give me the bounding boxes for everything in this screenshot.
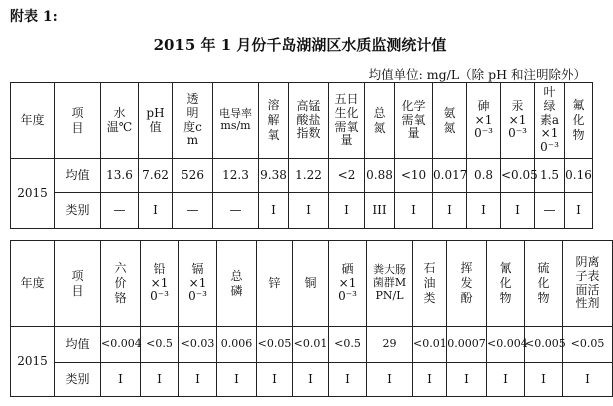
header-cell: 铜 (293, 241, 329, 327)
class-value-cell: I (141, 363, 179, 397)
header-cell: 透明度cm (173, 83, 213, 159)
class-value-cell: I (101, 363, 141, 397)
header-cell: 溶解氧 (259, 83, 289, 159)
mean-value-cell: <0.005 (525, 327, 563, 363)
table-row-class (11, 193, 593, 229)
mean-value-cell: 1.5 (535, 159, 565, 193)
class-value-cell: — (213, 193, 259, 229)
mean-value-cell: <0.03 (179, 327, 217, 363)
header-cell: 总磷 (217, 241, 257, 327)
mean-value-cell: 0.0007 (447, 327, 487, 363)
mean-value-cell: 9.38 (259, 159, 289, 193)
header-cell: 化学需氧量 (395, 83, 433, 159)
class-value-cell: — (101, 193, 139, 229)
class-value-cell: I (139, 193, 173, 229)
mean-value-cell: <0.05 (257, 327, 293, 363)
class-value-cell: I (395, 193, 433, 229)
water-quality-table-2 (10, 240, 613, 397)
mean-value-cell: 0.88 (365, 159, 395, 193)
page-title: 2015 年 1 月份千岛湖湖区水质监测统计值 (153, 36, 447, 54)
class-value-cell: I (329, 193, 365, 229)
header-cell: 铅×10⁻³ (141, 241, 179, 327)
mean-value-cell: <10 (395, 159, 433, 193)
mean-value-cell: 0.006 (217, 327, 257, 363)
table-header-row (11, 241, 613, 327)
class-value-cell: I (433, 193, 467, 229)
class-value-cell: I (563, 363, 613, 397)
header-cell: 年度 (11, 83, 55, 159)
class-value-cell: I (217, 363, 257, 397)
header-cell: 年度 (11, 241, 55, 327)
mean-value-cell: 526 (173, 159, 213, 193)
header-cell: 阴离子表面活性剂 (563, 241, 613, 327)
mean-value-cell: 0.16 (565, 159, 593, 193)
class-value-cell: I (179, 363, 217, 397)
header-cell: 五日生化需氧量 (329, 83, 365, 159)
header-cell: 挥发酚 (447, 241, 487, 327)
mean-value-cell: <0.5 (329, 327, 367, 363)
header-cell: 粪大肠菌群MPN/L (367, 241, 413, 327)
header-cell: 汞×10⁻³ (501, 83, 535, 159)
mean-value-cell: <0.01 (293, 327, 329, 363)
class-value-cell: I (501, 193, 535, 229)
class-value-cell: — (535, 193, 565, 229)
row-label-mean: 均值 (55, 159, 101, 193)
header-cell: 氰化物 (487, 241, 525, 327)
year-cell: 2015 (11, 159, 55, 229)
mean-value-cell: <0.01 (413, 327, 447, 363)
mean-value-cell: <0.5 (141, 327, 179, 363)
mean-value-cell: 7.62 (139, 159, 173, 193)
class-value-cell: I (487, 363, 525, 397)
class-value-cell: I (565, 193, 593, 229)
water-quality-table-1 (10, 82, 593, 229)
header-cell: 氟化物 (565, 83, 593, 159)
table-row-mean (11, 327, 613, 363)
mean-value-cell: <0.05 (501, 159, 535, 193)
header-cell: 石油类 (413, 241, 447, 327)
mean-value-cell: 13.6 (101, 159, 139, 193)
mean-value-cell: <0.004 (487, 327, 525, 363)
mean-value-cell: 1.22 (289, 159, 329, 193)
mean-value-cell: <0.004 (101, 327, 141, 363)
header-cell: 项目 (55, 83, 101, 159)
header-cell: 砷×10⁻³ (467, 83, 501, 159)
class-value-cell: I (413, 363, 447, 397)
header-cell: pH值 (139, 83, 173, 159)
class-value-cell: I (467, 193, 501, 229)
mean-value-cell: 29 (367, 327, 413, 363)
header-cell: 水温℃ (101, 83, 139, 159)
class-value-cell: I (293, 363, 329, 397)
header-cell: 硫化物 (525, 241, 563, 327)
header-cell: 锌 (257, 241, 293, 327)
class-value-cell: I (447, 363, 487, 397)
mean-value-cell: 0.8 (467, 159, 501, 193)
row-label-mean: 均值 (55, 327, 101, 363)
header-cell: 总氮 (365, 83, 395, 159)
class-value-cell: I (289, 193, 329, 229)
year-cell: 2015 (11, 327, 55, 397)
class-value-cell: I (257, 363, 293, 397)
row-label-class: 类别 (55, 193, 101, 229)
header-cell: 项目 (55, 241, 101, 327)
header-cell: 硒×10⁻³ (329, 241, 367, 327)
mean-value-cell: 12.3 (213, 159, 259, 193)
unit-note: 均值单位: mg/L（除 pH 和注明除外） (368, 67, 586, 82)
mean-value-cell: <0.05 (563, 327, 613, 363)
class-value-cell: I (329, 363, 367, 397)
class-value-cell: I (525, 363, 563, 397)
class-value-cell: III (365, 193, 395, 229)
table-header-row (11, 83, 593, 159)
header-cell: 高锰酸盐指数 (289, 83, 329, 159)
header-cell: 电导率ms/m (213, 83, 259, 159)
table-row-mean (11, 159, 593, 193)
mean-value-cell: 0.017 (433, 159, 467, 193)
class-value-cell: — (173, 193, 213, 229)
header-cell: 氨氮 (433, 83, 467, 159)
class-value-cell: I (259, 193, 289, 229)
header-cell: 叶绿素a×10⁻³ (535, 83, 565, 159)
appendix-label: 附表 1: (10, 9, 58, 25)
header-cell: 镉×10⁻³ (179, 241, 217, 327)
mean-value-cell: <2 (329, 159, 365, 193)
row-label-class: 类别 (55, 363, 101, 397)
table-row-class (11, 363, 613, 397)
class-value-cell: I (367, 363, 413, 397)
header-cell: 六价铬 (101, 241, 141, 327)
